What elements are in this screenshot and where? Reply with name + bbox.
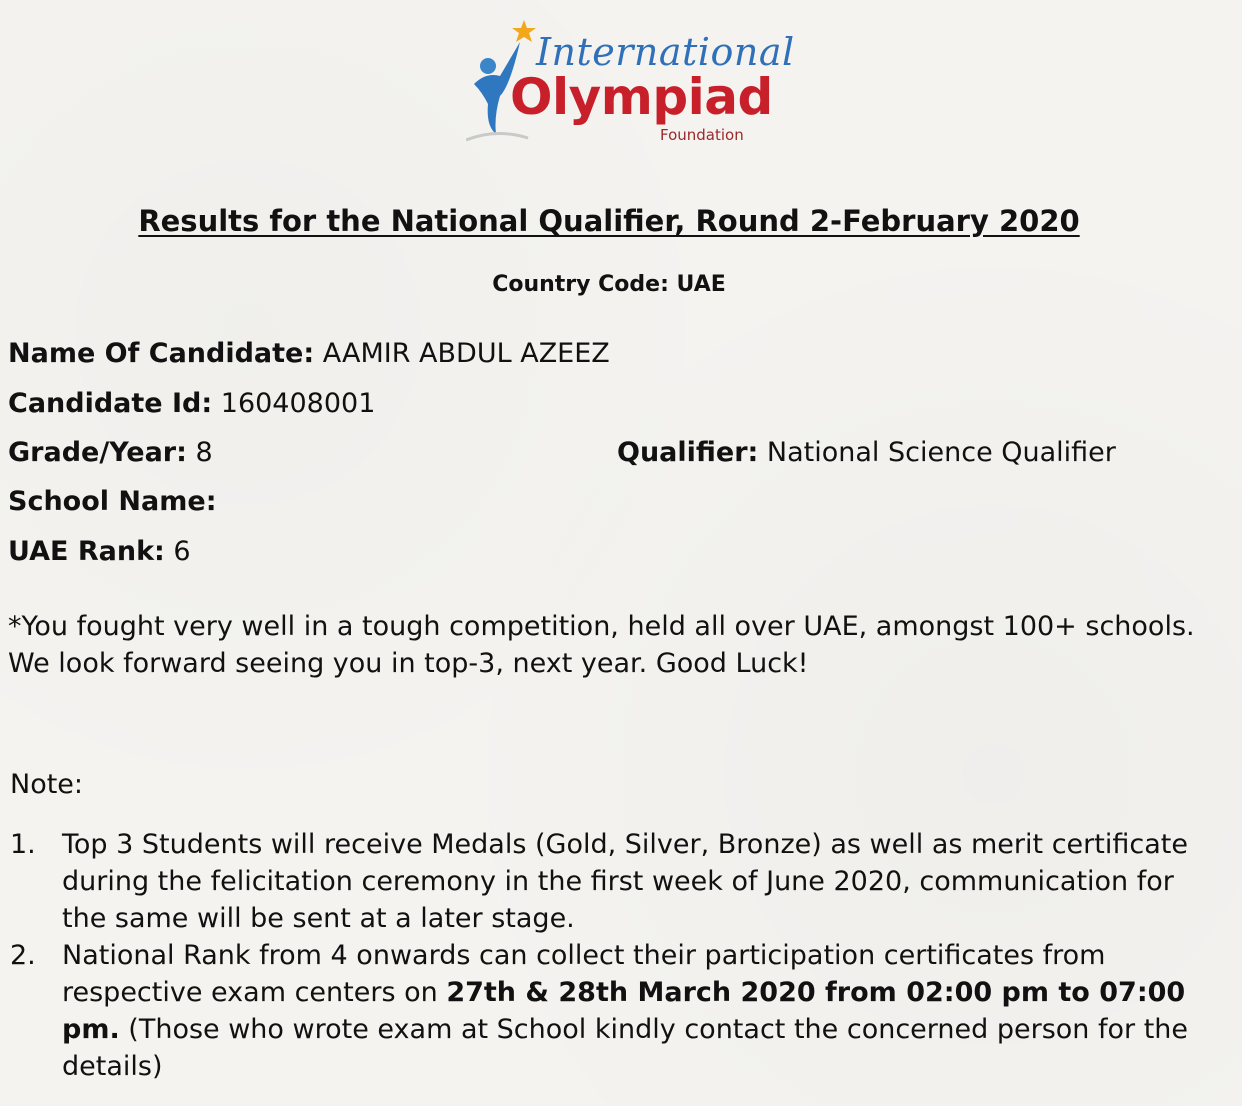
grade-label: Grade/Year: — [8, 437, 187, 468]
school-row — [8, 486, 217, 517]
candidate-name-label: Name Of Candidate: — [8, 338, 315, 369]
collection-date-time: 27th & 28th March 2020 from 02:00 pm to 07:00 pm. — [62, 977, 1186, 1045]
olympiad-logo — [466, 16, 795, 146]
encouragement-message: *You fought very well in a tough competition, held all over UAE, amongst 100+ schools. We look forward seeing you in top-3, next year. Good Luck! — [8, 611, 1195, 679]
list-item-text-post: (Those who wrote exam at School kindly contact the concerned person for the details) — [62, 1014, 1188, 1082]
notes-list — [10, 826, 1220, 1085]
list-item-text-pre: National Rank from 4 onwards can collect their participation certificates from respective exam centers on — [62, 940, 1106, 1008]
qualifier-row — [617, 437, 1116, 468]
list-item — [10, 937, 1220, 1085]
list-item-text: Top 3 Students will receive Medals (Gold, Silver, Bronze) as well as merit certificate during the felicitation ceremony in the first week of June 2020, communication for the same will be sent at a later stage. — [62, 829, 1188, 934]
list-item-text — [62, 937, 1220, 1085]
grade-row — [8, 437, 213, 468]
rank-row — [8, 536, 191, 567]
candidate-id-label: Candidate Id: — [8, 388, 213, 419]
candidate-id-value: 160408001 — [212, 388, 376, 419]
candidate-id-row — [8, 388, 375, 419]
qualifier-value: National Science Qualifier — [758, 437, 1116, 468]
rank-value: 6 — [164, 536, 191, 567]
logo-olympiad: Olympiad — [510, 68, 773, 126]
rank-label: UAE Rank: — [8, 536, 165, 567]
logo-foundation: Foundation — [660, 126, 744, 144]
school-label: School Name: — [8, 486, 217, 517]
candidate-name-value: AAMIR ABDUL AZEEZ — [314, 338, 610, 369]
logo-international: International — [536, 30, 795, 74]
list-item — [10, 826, 1220, 937]
grade-value: 8 — [186, 437, 213, 468]
note-heading: Note: — [10, 769, 84, 800]
candidate-name-row — [8, 338, 610, 369]
page-title: Results for the National Qualifier, Round 2-February 2020 — [138, 204, 1080, 238]
list-item-number: 1. — [10, 829, 36, 860]
country-code: Country Code: UAE — [492, 272, 726, 297]
list-item-number: 2. — [10, 940, 36, 971]
qualifier-label: Qualifier: — [617, 437, 759, 468]
